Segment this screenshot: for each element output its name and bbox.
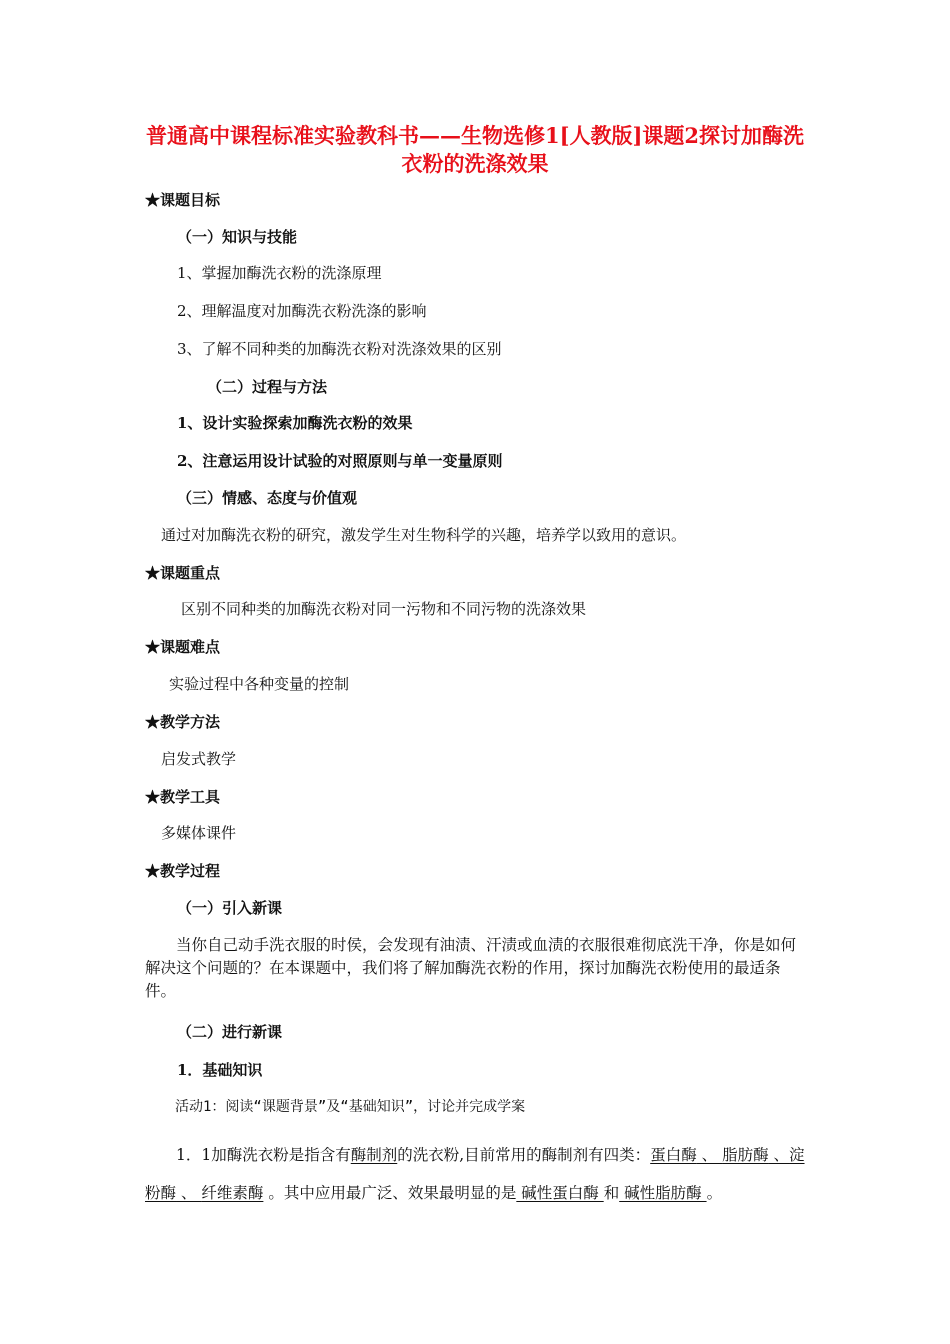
process-sub-intro: （一）引入新课 xyxy=(177,899,283,917)
basic-knowledge-heading: 1．基础知识 xyxy=(177,1061,263,1079)
answer-separator-2: 、 xyxy=(768,1146,790,1164)
heading-goal: ★课题目标 xyxy=(145,191,221,209)
question-middle-2: 。其中应用最广泛、效果最明显的是 xyxy=(263,1184,517,1202)
goal-sub-knowledge: （一）知识与技能 xyxy=(177,228,298,246)
heading-method: ★教学方法 xyxy=(145,713,221,731)
document-title: 普通高中课程标准实验教科书——生物选修1[人教版]课题2探讨加酶洗衣粉的洗涤效果 xyxy=(145,123,805,176)
answer-lipase: 脂肪酶 xyxy=(722,1146,769,1164)
tools-text: 多媒体课件 xyxy=(161,824,237,842)
heading-tools: ★教学工具 xyxy=(145,788,221,806)
answer-protease: 蛋白酶 xyxy=(650,1146,697,1164)
process-intro-paragraph: 当你自己动手洗衣服的时侯，会发现有油渍、汗渍或血渍的衣服很难彻底洗干净，你是如何解决这个问题的？在本课题中，我们将了解加酶洗衣粉的作用，探讨加酶洗衣粉使用的最适条件。 xyxy=(145,936,797,1000)
goal-sub-process: （二）过程与方法 xyxy=(207,378,328,396)
process-sub-new: （二）进行新课 xyxy=(177,1023,283,1041)
answer-alkaline-protease: 碱性蛋白酶 xyxy=(516,1184,604,1202)
method-text: 启发式教学 xyxy=(161,750,237,768)
goal-attitude-text: 通过对加酶洗衣粉的研究，激发学生对生物科学的兴趣，培养学以致用的意识。 xyxy=(161,526,687,544)
difficulty-text: 实验过程中各种变量的控制 xyxy=(169,675,350,693)
key-text: 区别不同种类的加酶洗衣粉对同一污物和不同污物的洗涤效果 xyxy=(181,600,587,618)
goal-item-5: 2、注意运用设计试验的对照原则与单一变量原则 xyxy=(177,452,503,470)
answer-cellulase: 纤维素酶 xyxy=(201,1184,264,1202)
answer-separator-3: 、 xyxy=(176,1184,202,1202)
goal-item-3: 3、了解不同种类的加酶洗衣粉对洗涤效果的区别 xyxy=(177,340,502,358)
answer-amylase: 淀粉酶 xyxy=(145,1146,805,1202)
goal-item-1: 1、掌握加酶洗衣粉的洗涤原理 xyxy=(177,264,382,282)
heading-process: ★教学过程 xyxy=(145,862,221,880)
activity-1-text: 活动1：阅读“课题背景”及“基础知识”，讨论并完成学案 xyxy=(175,1099,526,1115)
answer-alkaline-lipase: 碱性脂肪酶 xyxy=(619,1184,707,1202)
question-prefix: 1．1加酶洗衣粉是指含有 xyxy=(176,1146,351,1164)
answer-enzyme-preparation: 酶制剂 xyxy=(350,1146,398,1164)
question-and: 和 xyxy=(603,1184,620,1202)
question-end: 。 xyxy=(706,1184,723,1202)
goal-item-2: 2、理解温度对加酶洗衣粉洗涤的影响 xyxy=(177,302,427,320)
fill-in-question xyxy=(145,1136,807,1212)
goal-item-4: 1、设计实验探索加酶洗衣粉的效果 xyxy=(177,414,413,432)
heading-key: ★课题重点 xyxy=(145,564,221,582)
question-middle-1: 的洗衣粉,目前常用的酶制剂有四类： xyxy=(397,1146,651,1164)
heading-difficulty: ★课题难点 xyxy=(145,638,221,656)
goal-sub-attitude: （三）情感、态度与价值观 xyxy=(177,489,358,507)
answer-separator-1: 、 xyxy=(696,1146,723,1164)
